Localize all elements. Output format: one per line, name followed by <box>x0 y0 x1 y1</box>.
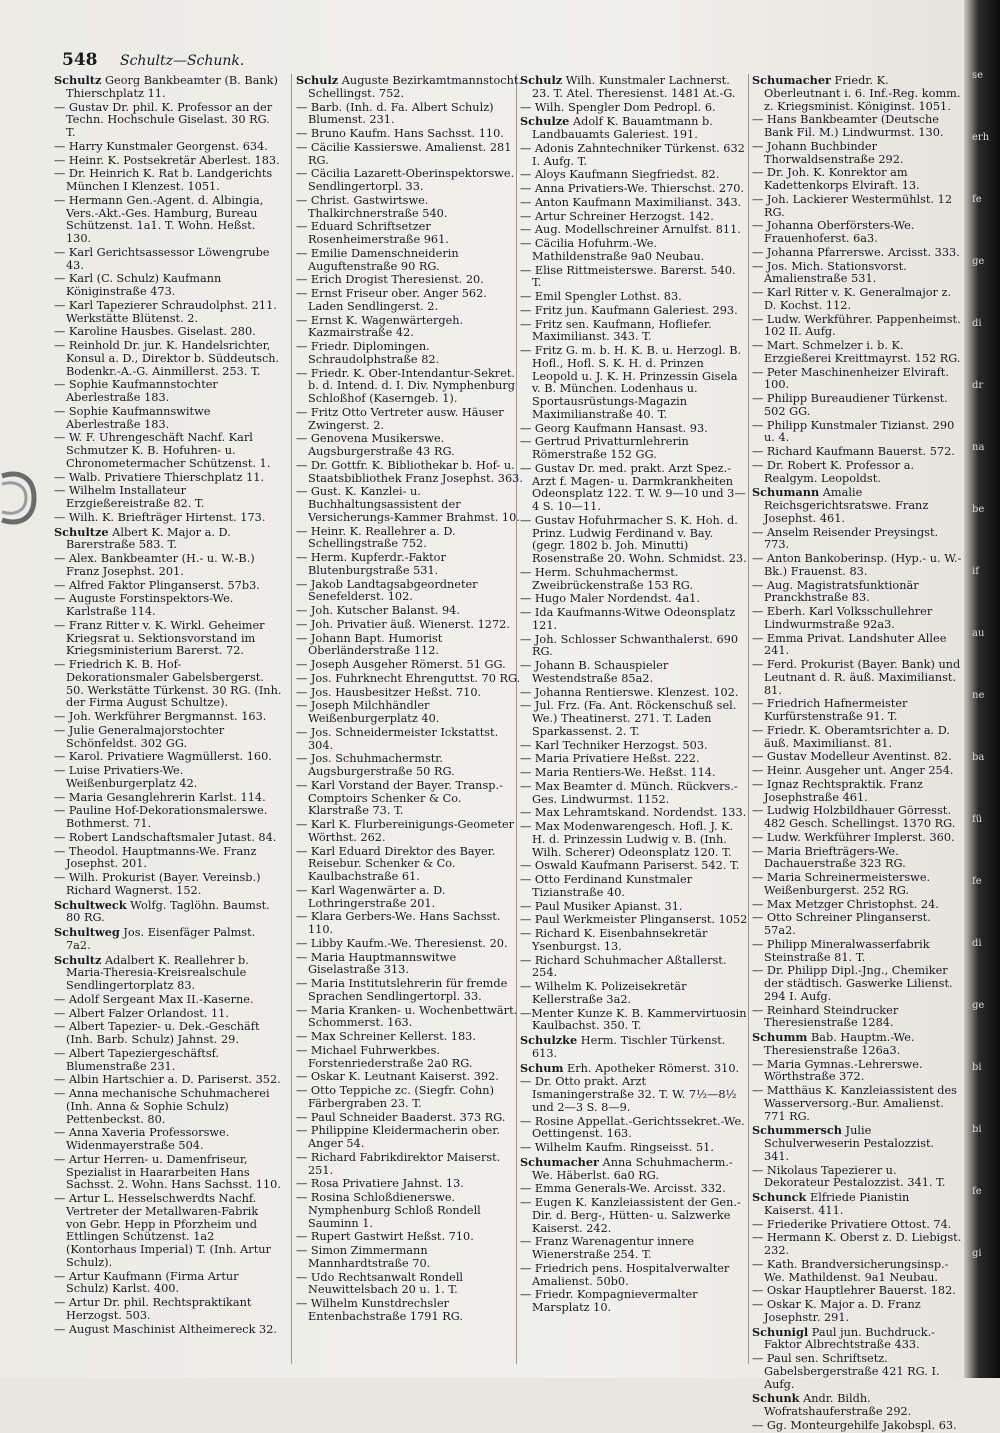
directory-entry: — Otto Schreiner Plinganserst. 57a2. <box>752 911 931 937</box>
directory-entry: — Rosine Appellat.-Gerichtssekret.-We. Oettingenst. 163. <box>520 1114 745 1141</box>
directory-entry: Schulz Auguste Bezirkamtmannstocht. Schellingst. 752. <box>296 73 522 100</box>
edge-fragment: bi <box>972 1124 982 1135</box>
directory-entry: — Ernst K. Wagenwärtergeh. Kazmairstraße 42. <box>296 313 464 340</box>
directory-entry: — Gustav Modelleur Aventinst. 82. <box>752 750 952 764</box>
directory-entry: — Maria Gymnas.-Lehrerswe. Wörthstraße 372. <box>752 1057 923 1084</box>
directory-entry: — Heinr. K. Postsekretär Aberlest. 183. <box>54 153 280 167</box>
directory-entry: — Albin Hartschier a. D. Pariserst. 352. <box>54 1073 281 1087</box>
directory-entry: — Wilhelm Kunstdrechsler Entenbachstraße 1791 RG. <box>296 1297 463 1323</box>
directory-entry: — Jul. Frz. (Fa. Ant. Röckenschuß sel. We.) Theatinerst. 271. T. Laden Sparkassenst. 2. T. <box>520 699 737 738</box>
directory-entry: — Richard K. Eisenbahnsekretär Ysenburgst. 13. <box>520 927 708 953</box>
directory-entry: — Ludw. Werkführer. Pappenheimst. 102 II. Aufg. <box>752 312 961 339</box>
directory-entry: — Karl Eduard Direktor des Bayer. Reisebur. Schenker & Co. Kaulbachstraße 61. <box>296 844 496 883</box>
directory-entry: — Aug. Magistratsfunktionär Pranckhstraße 83. <box>752 578 919 605</box>
directory-entry: — Artur Herren- u. Damenfriseur, Spezialist in Haararbeiten Hans Sachsst. 2. Wohn. Hans Sachsst. 110. <box>54 1152 281 1192</box>
directory-entry: — Joseph Milchhändler Weißenburgerplatz 40. <box>296 699 440 725</box>
directory-entry: — Paul Werkmeister Plinganserst. 1052 <box>520 913 748 927</box>
directory-entry: — Philipp Kunstmaler Tizianst. 290 u. 4. <box>752 418 955 445</box>
directory-entry: — Max Schreiner Kellerst. 183. <box>296 1030 476 1043</box>
directory-entry: — Philippine Kleidermacherin ober. Anger 54. <box>296 1124 500 1150</box>
column-1 <box>54 74 282 1369</box>
directory-entry: — Michael Fuhrwerkbes. Forstenriederstraße 2a0 RG. <box>296 1043 473 1070</box>
directory-entry: — Barb. (Inh. d. Fa. Albert Schulz) Blumenst. 231. <box>296 100 494 127</box>
directory-entry: — Ludw. Werkführer Implerst. 360. <box>752 830 955 844</box>
directory-entry: — Friedr. Kompagnievermalter Marsplatz 10. <box>520 1288 698 1314</box>
edge-fragment: ge <box>972 1000 985 1011</box>
directory-entry: Schultweg Jos. Eisenfäger Palmst. 7a2. <box>54 925 256 952</box>
directory-entry: Schumm Bab. Hauptm.-We. Theresienstraße 126a3. <box>752 1030 915 1057</box>
directory-entry: — Hans Bankbeamter (Deutsche Bank Fil. M.) Lindwurmst. 130. <box>752 113 944 139</box>
directory-entry: — Ludwig Holzbildhauer Görresst. 482 Gesch. Schellingst. 1370 RG. <box>752 804 956 830</box>
edge-fragment: bi <box>972 1062 982 1073</box>
page-header <box>62 50 962 74</box>
directory-entry: — Emma Generals-We. Arcisst. 332. <box>520 1182 726 1196</box>
directory-entry: — Albert Tapezier- u. Dek.-Geschäft (Inh. Barb. Schulz) Jahnst. 29. <box>54 1020 260 1046</box>
directory-entry: — Karl Gerichtsassessor Löwengrube 43. <box>54 245 270 272</box>
directory-entry: — Joseph Ausgeher Römerst. 51 GG. <box>296 658 506 671</box>
directory-entry: — Wilh. Spengler Dom Pedropl. 6. <box>520 100 716 114</box>
directory-entry: — Paul sen. Schriftsetz. Gabelsbergerstraße 421 RG. I. Aufg. <box>752 1352 940 1391</box>
directory-entry: Schultz Georg Bankbeamter (B. Bank) Thierschplatz 11. <box>54 73 278 100</box>
directory-entry: — Maria Privatiere Heßst. 222. <box>520 752 700 766</box>
directory-entry: — Karl Wagenwärter a. D. Lothringerstraße 201. <box>296 883 446 910</box>
directory-entry: — Philipp Bureaudiener Türkenst. 502 GG. <box>752 392 948 418</box>
running-head: Schultz—Schunk. <box>120 53 245 69</box>
directory-entry: — W. F. Uhrengeschäft Nachf. Karl Schmutzer K. B. Hofuhren- u. Chronometermacher Schützenst. 1. <box>54 431 271 470</box>
directory-entry: — Rosa Privatiere Jahnst. 13. <box>296 1177 464 1191</box>
directory-entry: — August Maschinist Altheimereck 32. <box>54 1322 277 1336</box>
directory-entry: — Max Lehramtskand. Nordendst. 133. <box>520 806 747 820</box>
directory-entry: — Max Metzger Christophst. 24. <box>752 897 939 911</box>
directory-entry: — Friedr. K. Oberamtsrichter a. D. äuß. Maximilianst. 81. <box>752 723 950 750</box>
edge-fragment: ne <box>972 690 985 701</box>
directory-entry: — Wilh. K. Briefträger Hirtenst. 173. <box>54 510 266 524</box>
directory-entry: — Libby Kaufm.-We. Theresienst. 20. <box>296 936 508 950</box>
directory-entry: — Emilie Damenschneiderin Auguftenstraße 90 RG. <box>296 246 459 273</box>
directory-entry: — Jos. Schuhmachermstr. Augsburgerstraße 50 RG. <box>296 752 455 778</box>
directory-entry: — Johann Buchbinder Thorwaldsenstraße 292. <box>752 139 904 166</box>
column-2 <box>296 74 524 1369</box>
directory-entry: — Hermann K. Oberst z. D. Liebigst. 232. <box>752 1231 962 1257</box>
directory-entry: — Mart. Schmelzer i. b. K. Erzgießerei Kreittmayrst. 152 RG. <box>752 339 961 365</box>
directory-entry: — Ferd. Prokurist (Bayer. Bank) und Leutnant d. R. äuß. Maximilianst. 81. <box>752 658 961 697</box>
directory-entry: Schultz Adalbert K. Reallehrer b. Maria-Theresia-Kreisrealschule Sendlingertorplatz 83. <box>54 952 249 992</box>
directory-entry: — Cäcilia Hofuhrm.-We. Mathildenstraße 9a0 Neubau. <box>520 237 705 263</box>
column-divider <box>748 74 749 1364</box>
edge-fragment: if <box>972 566 979 577</box>
directory-entry: — Johann Bapt. Humorist Oberländerstraße 112. <box>296 631 443 658</box>
directory-entry: — Karl Ritter v. K. Generalmajor z. D. Kochst. 112. <box>752 286 952 312</box>
directory-entry: — Hugo Maler Nordendst. 4a1. <box>520 592 700 606</box>
directory-entry: — Eduard Schriftsetzer Rosenheimerstraße 961. <box>296 220 449 246</box>
directory-entry: — Luise Privatiers-We. Weißenburgerplatz 42. <box>54 764 198 790</box>
directory-entry: — Jos. Hausbesitzer Heßst. 710. <box>296 685 482 699</box>
edge-fragment: di <box>972 318 982 329</box>
edge-fragment: dr <box>972 380 984 391</box>
directory-entry: — Artur Schreiner Herzogst. 142. <box>520 209 714 223</box>
directory-entry: — Emil Spengler Lothst. 83. <box>520 290 682 303</box>
directory-entry: — Dr. Robert K. Professor a. Realgym. Leopoldst. <box>752 458 915 485</box>
directory-entry: — Wilhelm K. Polizeisekretär Kellerstraße 3a2. <box>520 980 687 1006</box>
directory-entry: — Gertrud Privatturnlehrerin Römerstraße 152 GG. <box>520 435 689 461</box>
directory-entry: —Menter Kunze K. B. Kammervirtuosin Kaulbachst. 350. T. <box>520 1006 747 1033</box>
directory-entry: — Sophie Kaufmannstochter Aberlestraße 183. <box>54 378 218 404</box>
edge-fragment: au <box>972 628 985 639</box>
directory-entry: Schunigl Paul jun. Buchdruck.-Faktor Albrechtstraße 433. <box>752 1324 935 1352</box>
edge-fragment: di <box>972 938 982 949</box>
directory-entry: — Fritz Otto Vertreter ausw. Häuser Zwingerst. 2. <box>296 405 504 432</box>
edge-fragment: erh <box>972 132 990 143</box>
directory-entry: — Maria Kranken- u. Wochenbettwärt. Schommerst. 163. <box>296 1003 518 1030</box>
directory-entry: — Max Modenwarengesch. Hofl. J. K. H. d. Prinzessin Ludwig v. B. (Inh. Wilh. Scherer) Odeonsplatz 120. T. <box>520 820 734 859</box>
directory-entry: — Theodol. Hauptmanns-We. Franz Josephst. 201. <box>54 844 257 871</box>
directory-entry: — Jos. Mich. Stationsvorst. Amalienstraße 531. <box>752 259 907 286</box>
directory-entry: — Jos. Fuhrknecht Ehrenguttst. 70 RG. <box>296 671 521 685</box>
directory-entry: — Anselm Reisender Preysingst. 773. <box>752 525 939 552</box>
directory-entry: — Alfred Faktor Plinganserst. 57b3. <box>54 578 260 592</box>
edge-fragment: fü <box>972 814 983 825</box>
directory-entry: — Georg Kaufmann Hansast. 93. <box>520 421 708 435</box>
directory-entry: — Rosina Schloßdienerswe. Nymphenburg Schloß Rondell Sauminn 1. <box>296 1191 481 1230</box>
directory-entry: — Karl K. Flurbereinigungs-Geometer Wörthst. 262. <box>296 818 515 844</box>
directory-entry: — Maria Institutslehrerin für fremde Sprachen Sendlingertorpl. 33. <box>296 977 508 1003</box>
directory-entry: — Reinhold Dr. jur. K. Handelsrichter, Konsul a. D., Direktor b. Süddeutsch. Bodenkr.-A.-G. Ainmillerst. 253. T. <box>54 339 280 378</box>
directory-entry: — Christ. Gastwirtswe. Thalkirchnerstraße 540. <box>296 193 448 220</box>
edge-fragment: gi <box>972 1248 982 1259</box>
directory-entry: — Peter Maschinenheizer Elviraft. 100. <box>752 365 949 392</box>
edge-fragment: na <box>972 442 985 453</box>
edge-fragment: se <box>972 70 984 81</box>
directory-entry: — Jos. Schneidermeister Ickstattst. 304. <box>296 725 499 752</box>
directory-entry: — Artur L. Hesselschwerdts Nachf. Vertreter der Metallwaren-Fabrik von Gebr. Hepp in Pforzheim und Ettlingen Schützenst. 1a2 (Kontorhaus Imperial) T. (Inh. Artur Schulz). <box>54 1192 271 1269</box>
directory-entry: — Anna Privatiers-We. Thierschst. 270. <box>520 182 745 195</box>
directory-entry: — Julie Generalmajorstochter Schönfeldst. 302 GG. <box>54 723 225 750</box>
directory-entry: Schumann Amalie Reichsgerichtsratswe. Franz Josephst. 461. <box>752 485 929 525</box>
directory-entry: — Dr. Joh. K. Konrektor am Kadettenkorps Elviraft. 13. <box>752 166 920 192</box>
directory-entry: — Karoline Hausbes. Giselast. 280. <box>54 325 256 339</box>
facing-page-edge <box>964 0 1000 1378</box>
directory-entry: — Eberh. Karl Volksschullehrer Lindwurmstraße 92a3. <box>752 605 933 631</box>
directory-entry: — Anna Xaveria Professorswe. Widenmayerstraße 504. <box>54 1126 230 1152</box>
edge-fragment: fe <box>972 876 982 887</box>
directory-entry: — Friederike Privatiere Ottost. 74. <box>752 1217 952 1231</box>
directory-entry: — Artur Kaufmann (Firma Artur Schulz) Karlst. 400. <box>54 1269 239 1296</box>
directory-entry: — Cäcilia Lazarett-Oberinspektorswe. Sendlingertorpl. 33. <box>296 167 515 193</box>
directory-entry: — Karol. Privatiere Wagmüllerst. 160. <box>54 750 272 764</box>
directory-entry: — Reinhard Steindrucker Theresienstraße 1284. <box>752 1003 899 1030</box>
directory-entry: — Wilh. Prokurist (Bayer. Vereinsb.) Richard Wagnerst. 152. <box>54 871 261 897</box>
directory-entry: — Joh. Privatier äuß. Wienerst. 1272. <box>296 617 510 631</box>
directory-entry: — Anton Bankoberinsp. (Hyp.- u. W.-Bk.) Frauenst. 83. <box>752 552 962 578</box>
edge-fragment: fe <box>972 194 982 205</box>
directory-entry: — Udo Rechtsanwalt Rondell Neuwittelsbach 20 u. 1. T. <box>296 1270 464 1297</box>
directory-entry: — Heinr. K. Reallehrer a. D. Schellingstraße 752. <box>296 524 456 551</box>
column-4 <box>752 73 962 1432</box>
directory-entry: — Harry Kunstmaler Georgenst. 634. <box>54 139 268 153</box>
column-divider <box>291 74 292 1364</box>
directory-entry: — Fritz G. m. b. H. K. B. u. Herzogl. B. Hofl., Hofl. S. K. H. d. Prinzen Leopold u. J. K. H. Prinzessin Gisela v. B. München. Lodenhaus u. Sportausrüstungs-Magazin Maximilianstraße 40. T. <box>520 344 742 421</box>
directory-entry: — Richard Fabrikdirektor Maiserst. 251. <box>296 1150 501 1177</box>
directory-entry: — Kath. Brandversicherungsinsp.-We. Mathildenst. 9a1 Neubau. <box>752 1257 949 1284</box>
directory-entry: — Wilhelm Kaufm. Ringseisst. 51. <box>520 1141 714 1154</box>
directory-entry: — Paul Musiker Apianst. 31. <box>520 899 683 913</box>
directory-entry: — Dr. Gottfr. K. Bibliothekar b. Hof- u. Staatsbibliothek Franz Josephst. 363. <box>296 458 523 485</box>
directory-entry: — Ida Kaufmanns-Witwe Odeonsplatz 121. <box>520 606 736 632</box>
directory-entry: — Oskar K. Leutnant Kaiserst. 392. <box>296 1070 499 1084</box>
directory-entry: Schunck Elfriede Pianistin Kaiserst. 411. <box>752 1190 910 1217</box>
directory-entry: — Bruno Kaufm. Hans Sachsst. 110. <box>296 127 504 140</box>
directory-entry: — Auguste Forstinspektors-We. Karlstraße 114. <box>54 592 234 618</box>
directory-entry: — Ernst Friseur ober. Anger 562. Laden Sendlingerst. 2. <box>296 287 487 313</box>
directory-entry: — Friedr. Diplomingen. Schraudolphstraße 82. <box>296 340 440 366</box>
directory-entry: — Wilhelm Installateur Erzgießereistraße 82. T. <box>54 484 205 510</box>
directory-entry: — Walb. Privatiere Thierschplatz 11. <box>54 470 265 484</box>
directory-entry: — Maria Hauptmannswitwe Giselastraße 313. <box>296 950 457 977</box>
directory-entry: — Gust. K. Kanzlei- u. Buchhaltungsassistent der Versicherungs-Kammer Brahmst. 10. <box>296 485 520 524</box>
directory-entry: — Gustav Dr. med. prakt. Arzt Spez.-Arzt f. Magen- u. Darmkrankheiten Odeonsplatz 122. T. W. 9—10 und 3—4 S. 10—11. <box>520 461 746 513</box>
directory-entry: — Aloys Kaufmann Siegfriedst. 82. <box>520 168 720 182</box>
directory-entry: — Karl Tapezierer Schraudolphst. 211. Werkstätte Blütenst. 2. <box>54 298 277 325</box>
directory-entry: Schulz Wilh. Kunstmaler Lachnerst. 23. T. Atel. Theresienst. 1481 At.-G. <box>520 73 736 100</box>
directory-entry: — Franz Warenagentur innere Wienerstraße 254. T. <box>520 1235 695 1261</box>
directory-entry: Schulzke Herm. Tischler Türkenst. 613. <box>520 1033 726 1060</box>
directory-entry: — Matthäus K. Kanzleiassistent des Wasserversorg.-Bur. Amalienst. 771 RG. <box>752 1084 957 1123</box>
directory-entry: — Joh. Kutscher Balanst. 94. <box>296 604 460 617</box>
directory-entry: Schultze Albert K. Major a. D. Barerstraße 583. T. <box>54 524 231 552</box>
directory-entry: — Maria Briefträgers-We. Dachauerstraße 323 RG. <box>752 844 906 871</box>
directory-entry: — Oskar Hauptlehrer Bauerst. 182. <box>752 1284 956 1298</box>
directory-entry: — Oskar K. Major a. D. Franz Josephstr. 291. <box>752 1298 921 1324</box>
directory-entry: — Franz Ritter v. K. Wirkl. Geheimer Kriegsrat u. Sektionsvorstand im Kriegsministerium Barerst. 72. <box>54 618 265 658</box>
binder-clip-icon <box>0 468 40 528</box>
directory-entry: — Friedrich Hafnermeister Kurfürstenstraße 91. T. <box>752 697 908 723</box>
edge-fragment: ge <box>972 256 985 267</box>
edge-fragment: fe <box>972 1186 982 1197</box>
edge-fragment: ba <box>972 752 985 763</box>
directory-entry: — Albert Falzer Orlandost. 11. <box>54 1006 229 1020</box>
directory-entry: — Eugen K. Kanzleiassistent der Gen.-Dir. d. Berg-, Hütten- u. Salzwerke Kaiserst. 242. <box>520 1196 741 1235</box>
directory-entry: — Richard Kaufmann Bauerst. 572. <box>752 445 955 458</box>
directory-entry: — Adolf Sergeant Max II.-Kaserne. <box>54 992 254 1006</box>
directory-entry: — Dr. Heinrich K. Rat b. Landgerichts München I Klenzest. 1051. <box>54 167 273 193</box>
directory-entry: — Gg. Monteurgehilfe Jakobspl. 63. <box>752 1418 957 1432</box>
edge-fragment: be <box>972 504 985 515</box>
directory-entry: — Maria Gesanglehrerin Karlst. 114. <box>54 790 266 804</box>
directory-entry: — Nikolaus Tapezierer u. Dekorateur Pestalozzist. 341. T. <box>752 1163 946 1190</box>
directory-entry: — Robert Landschaftsmaler Jutast. 84. <box>54 830 277 844</box>
directory-entry: — Artur Dr. phil. Rechtspraktikant Herzogst. 503. <box>54 1296 252 1322</box>
directory-entry: — Johanna Rentierswe. Klenzest. 102. <box>520 685 739 699</box>
directory-entry: — Albert Tapeziergeschäftsf. Blumenstraße 231. <box>54 1046 220 1073</box>
directory-entry: — Alex. Bankbeamter (H.- u. W.-B.) Franz Josephst. 201. <box>54 552 255 578</box>
directory-entry: — Gustav Dr. phil. K. Professor an der Techn. Hochschule Giselast. 30 RG. T. <box>54 100 273 139</box>
directory-entry: — Richard Schuhmacher Aßtallerst. 254. <box>520 953 727 980</box>
directory-entry: — Karl (C. Schulz) Kaufmann Königinstraße 473. <box>54 272 222 298</box>
directory-entry: — Oswald Kaufmann Pariserst. 542. T. <box>520 859 740 873</box>
directory-entry: — Erich Drogist Theresienst. 20. <box>296 273 484 287</box>
directory-entry: — Aug. Modellschreiner Arnulfst. 811. <box>520 223 741 237</box>
directory-entry: Schultweck Wolfg. Taglöhn. Baumst. 80 RG. <box>54 897 270 925</box>
directory-entry: — Heinr. Ausgeher unt. Anger 254. <box>752 764 954 777</box>
directory-entry: — Joh. Lackierer Westermühlst. 12 RG. <box>752 192 953 219</box>
directory-entry: — Klara Gerbers-We. Hans Sachsst. 110. <box>296 910 501 936</box>
directory-entry: — Simon Zimmermann Mannhardtstraße 70. <box>296 1244 431 1270</box>
directory-entry: — Fritz sen. Kaufmann, Hofliefer. Maximilianst. 343. T. <box>520 317 712 344</box>
directory-entry: Schummersch Julie Schulverweserin Pestalozzist. 341. <box>752 1123 935 1163</box>
directory-entry: — Johanna Oberförsters-We. Frauenhoferst. 6a3. <box>752 219 915 245</box>
directory-entry: — Otto Ferdinand Kunstmaler Tizianstraße 40. <box>520 873 693 899</box>
directory-entry: — Joh. Werkführer Bergmannst. 163. <box>54 710 267 723</box>
directory-entry: — Friedr. K. Ober-Intendantur-Sekret. b. d. Intend. d. I. Div. Nymphenburg Schloßhof (Kaserngeb. 1). <box>296 366 516 405</box>
directory-entry: — Elise Rittmeisterswe. Barerst. 540. T. <box>520 263 736 290</box>
directory-entry: — Fritz jun. Kaufmann Galeriest. 293. <box>520 303 738 317</box>
directory-entry: — Jakob Landtagsabgeordneter Senefelderst. 102. <box>296 577 478 604</box>
directory-entry: Schunk Andr. Bildh. Wofratshauferstraße 292. <box>752 1391 912 1418</box>
directory-entry: — Maria Schreinermeisterswe. Weißenburgerst. 252 RG. <box>752 871 931 897</box>
directory-entry: — Ignaz Rechtspraktik. Franz Josephstraße 461. <box>752 777 923 804</box>
directory-entry: — Dr. Otto prakt. Arzt Ismaningerstraße 32. T. W. 7½—8½ und 2—3 S. 8—9. <box>520 1075 737 1114</box>
directory-entry: — Otto Teppiche zc. (Siegfr. Cohn) Färbergraben 23. T. <box>296 1084 494 1110</box>
column-3 <box>520 74 748 1369</box>
directory-entry: — Cäcilie Kassierswe. Amalienst. 281 RG. <box>296 140 512 167</box>
directory-entry: — Johann B. Schauspieler Westendstraße 85a2. <box>520 659 669 685</box>
directory-entry: — Karl Techniker Herzogst. 503. <box>520 738 708 752</box>
directory-entry: Schulze Adolf K. Bauamtmann b. Landbauamts Galeriest. 191. <box>520 114 713 141</box>
directory-entry: — Friedrich K. B. Hof-Dekorationsmaler Gabelsbergerst. 50. Werkstätte Türkenst. 30 RG. (Inh. der Firma August Schultze). <box>54 658 282 710</box>
directory-entry: — Gustav Hofuhrmacher S. K. Hoh. d. Prinz. Ludwig Ferdinand v. Bay. (gegr. 1802 b. Joh. Minutti) Rosenstraße 20. Wohn. Schmidst. 23. <box>520 513 747 565</box>
directory-entry: — Pauline Hof-Dekorationsmalerswe. Bothmerst. 71. <box>54 804 268 830</box>
page-number: 548 <box>62 50 98 70</box>
directory-entry: — Sophie Kaufmannswitwe Aberlestraße 183. <box>54 404 211 431</box>
directory-entry: — Adonis Zahntechniker Türkenst. 632 I. Aufg. T. <box>520 141 745 168</box>
directory-entry: — Johanna Pfarrerswe. Arcisst. 333. <box>752 245 960 259</box>
directory-entry: — Karl Vorstand der Bayer. Transp.-Comptoirs Schenker & Co. Klarstraße 73. T. <box>296 778 503 818</box>
directory-entry: Schum Erh. Apotheker Römerst. 310. <box>520 1060 740 1075</box>
directory-entry: Schumacher Friedr. K. Oberleutnant i. 6. Inf.-Reg. komm. z. Kriegsminist. Königinst. 1051. <box>752 73 961 113</box>
directory-entry: — Emma Privat. Landshuter Allee 241. <box>752 631 947 658</box>
directory-entry: — Philipp Mineralwasserfabrik Steinstraße 81. T. <box>752 937 930 964</box>
directory-entry: — Maria Rentiers-We. Heßst. 114. <box>520 766 716 779</box>
directory-entry: — Dr. Philipp Dipl.-Jng., Chemiker der städtisch. Gaswerke Lilienst. 294 I. Aufg. <box>752 964 953 1003</box>
directory-entry: — Herm. Schuhmachermst. Zweibrückenstraße 153 RG. <box>520 565 694 592</box>
directory-entry: — Paul Schneider Baaderst. 373 RG. <box>296 1110 506 1124</box>
directory-entry: Schumacher Anna Schuhmacherm.-We. Häberlst. 6a0 RG. <box>520 1154 733 1182</box>
directory-entry: — Rupert Gastwirt Heßst. 710. <box>296 1230 474 1244</box>
directory-entry: — Anna mechanische Schuhmacherei (Inh. Anna & Sophie Schulz) Pettenbeckst. 80. <box>54 1087 270 1126</box>
directory-entry: — Anton Kaufmann Maximilianst. 343. <box>520 195 742 209</box>
directory-entry: — Hermann Gen.-Agent. d. Albingia, Vers.-Akt.-Ges. Hamburg, Bureau Schützenst. 1a1. T. Wohn. Heßst. 130. <box>54 193 264 245</box>
directory-entry: — Max Beamter d. Münch. Rückvers.-Ges. Lindwurmst. 1152. <box>520 779 738 806</box>
directory-entry: — Friedrich pens. Hospitalverwalter Amalienst. 50b0. <box>520 1261 730 1288</box>
directory-entry: — Genovena Musikerswe. Augsburgerstraße 43 RG. <box>296 432 455 458</box>
directory-entry: — Joh. Schlosser Schwanthalerst. 690 RG. <box>520 632 739 659</box>
directory-entry: — Herm. Kupferdr.-Faktor Blutenburgstraße 531. <box>296 551 446 577</box>
